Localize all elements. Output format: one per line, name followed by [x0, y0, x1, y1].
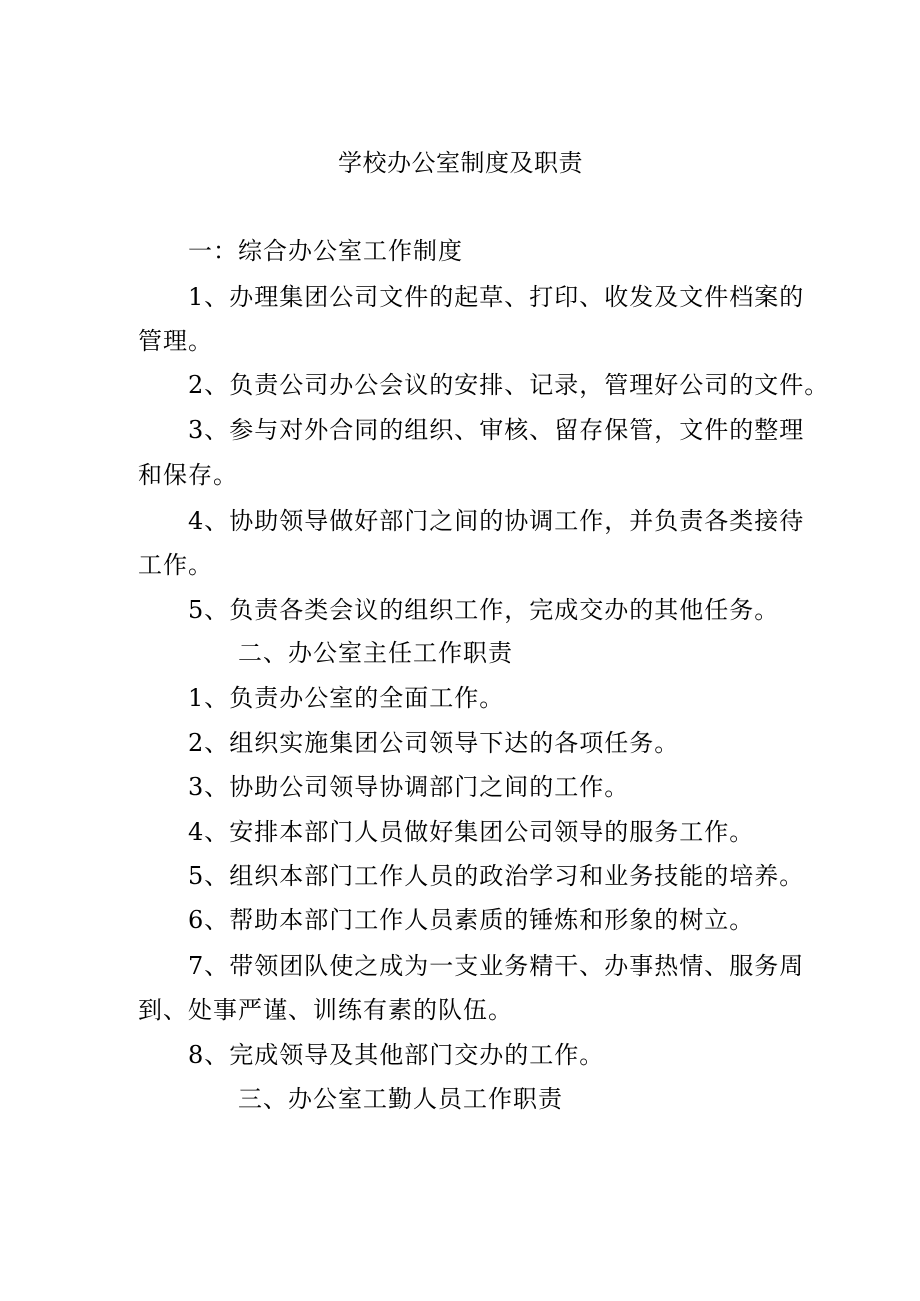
section2-item-2: 2、组织实施集团公司领导下达的各项任务。 — [188, 729, 680, 757]
section2-item-4: 4、安排本部门人员做好集团公司领导的服务工作。 — [188, 818, 755, 846]
section1-item-3-line-1: 3、参与对外合同的组织、审核、留存保管，文件的整理 — [188, 416, 805, 444]
section2-item-1: 1、负责办公室的全面工作。 — [188, 684, 505, 712]
section2-item-7-line-2: 到、处事严谨、训练有素的队伍。 — [138, 996, 513, 1024]
section1-item-4-line-1: 4、协助领导做好部门之间的协调工作，并负责各类接待 — [188, 507, 805, 535]
section-heading-3: 三、办公室工勤人员工作职责 — [238, 1085, 563, 1113]
section2-item-8: 8、完成领导及其他部门交办的工作。 — [188, 1041, 605, 1069]
section2-item-6: 6、帮助本部门工作人员素质的锤炼和形象的树立。 — [188, 906, 755, 934]
section2-item-5: 5、组织本部门工作人员的政治学习和业务技能的培养。 — [188, 862, 805, 890]
section1-item-1-line-1: 1、办理集团公司文件的起草、打印、收发及文件档案的 — [188, 283, 805, 311]
section2-item-3: 3、协助公司领导协调部门之间的工作。 — [188, 773, 630, 801]
section1-item-2: 2、负责公司办公会议的安排、记录，管理好公司的文件。 — [188, 371, 830, 399]
section-heading-2: 二、办公室主任工作职责 — [238, 639, 513, 667]
section-heading-1: 一：综合办公室工作制度 — [188, 237, 463, 265]
section1-item-4-line-2: 工作。 — [138, 551, 213, 579]
section1-item-3-line-2: 和保存。 — [138, 461, 238, 489]
section1-item-5: 5、负责各类会议的组织工作，完成交办的其他任务。 — [188, 596, 780, 624]
section1-item-1-line-2: 管理。 — [138, 327, 213, 355]
page-title: 学校办公室制度及职责 — [338, 149, 583, 177]
section2-item-7-line-1: 7、带领团队使之成为一支业务精干、办事热情、服务周 — [188, 952, 805, 980]
